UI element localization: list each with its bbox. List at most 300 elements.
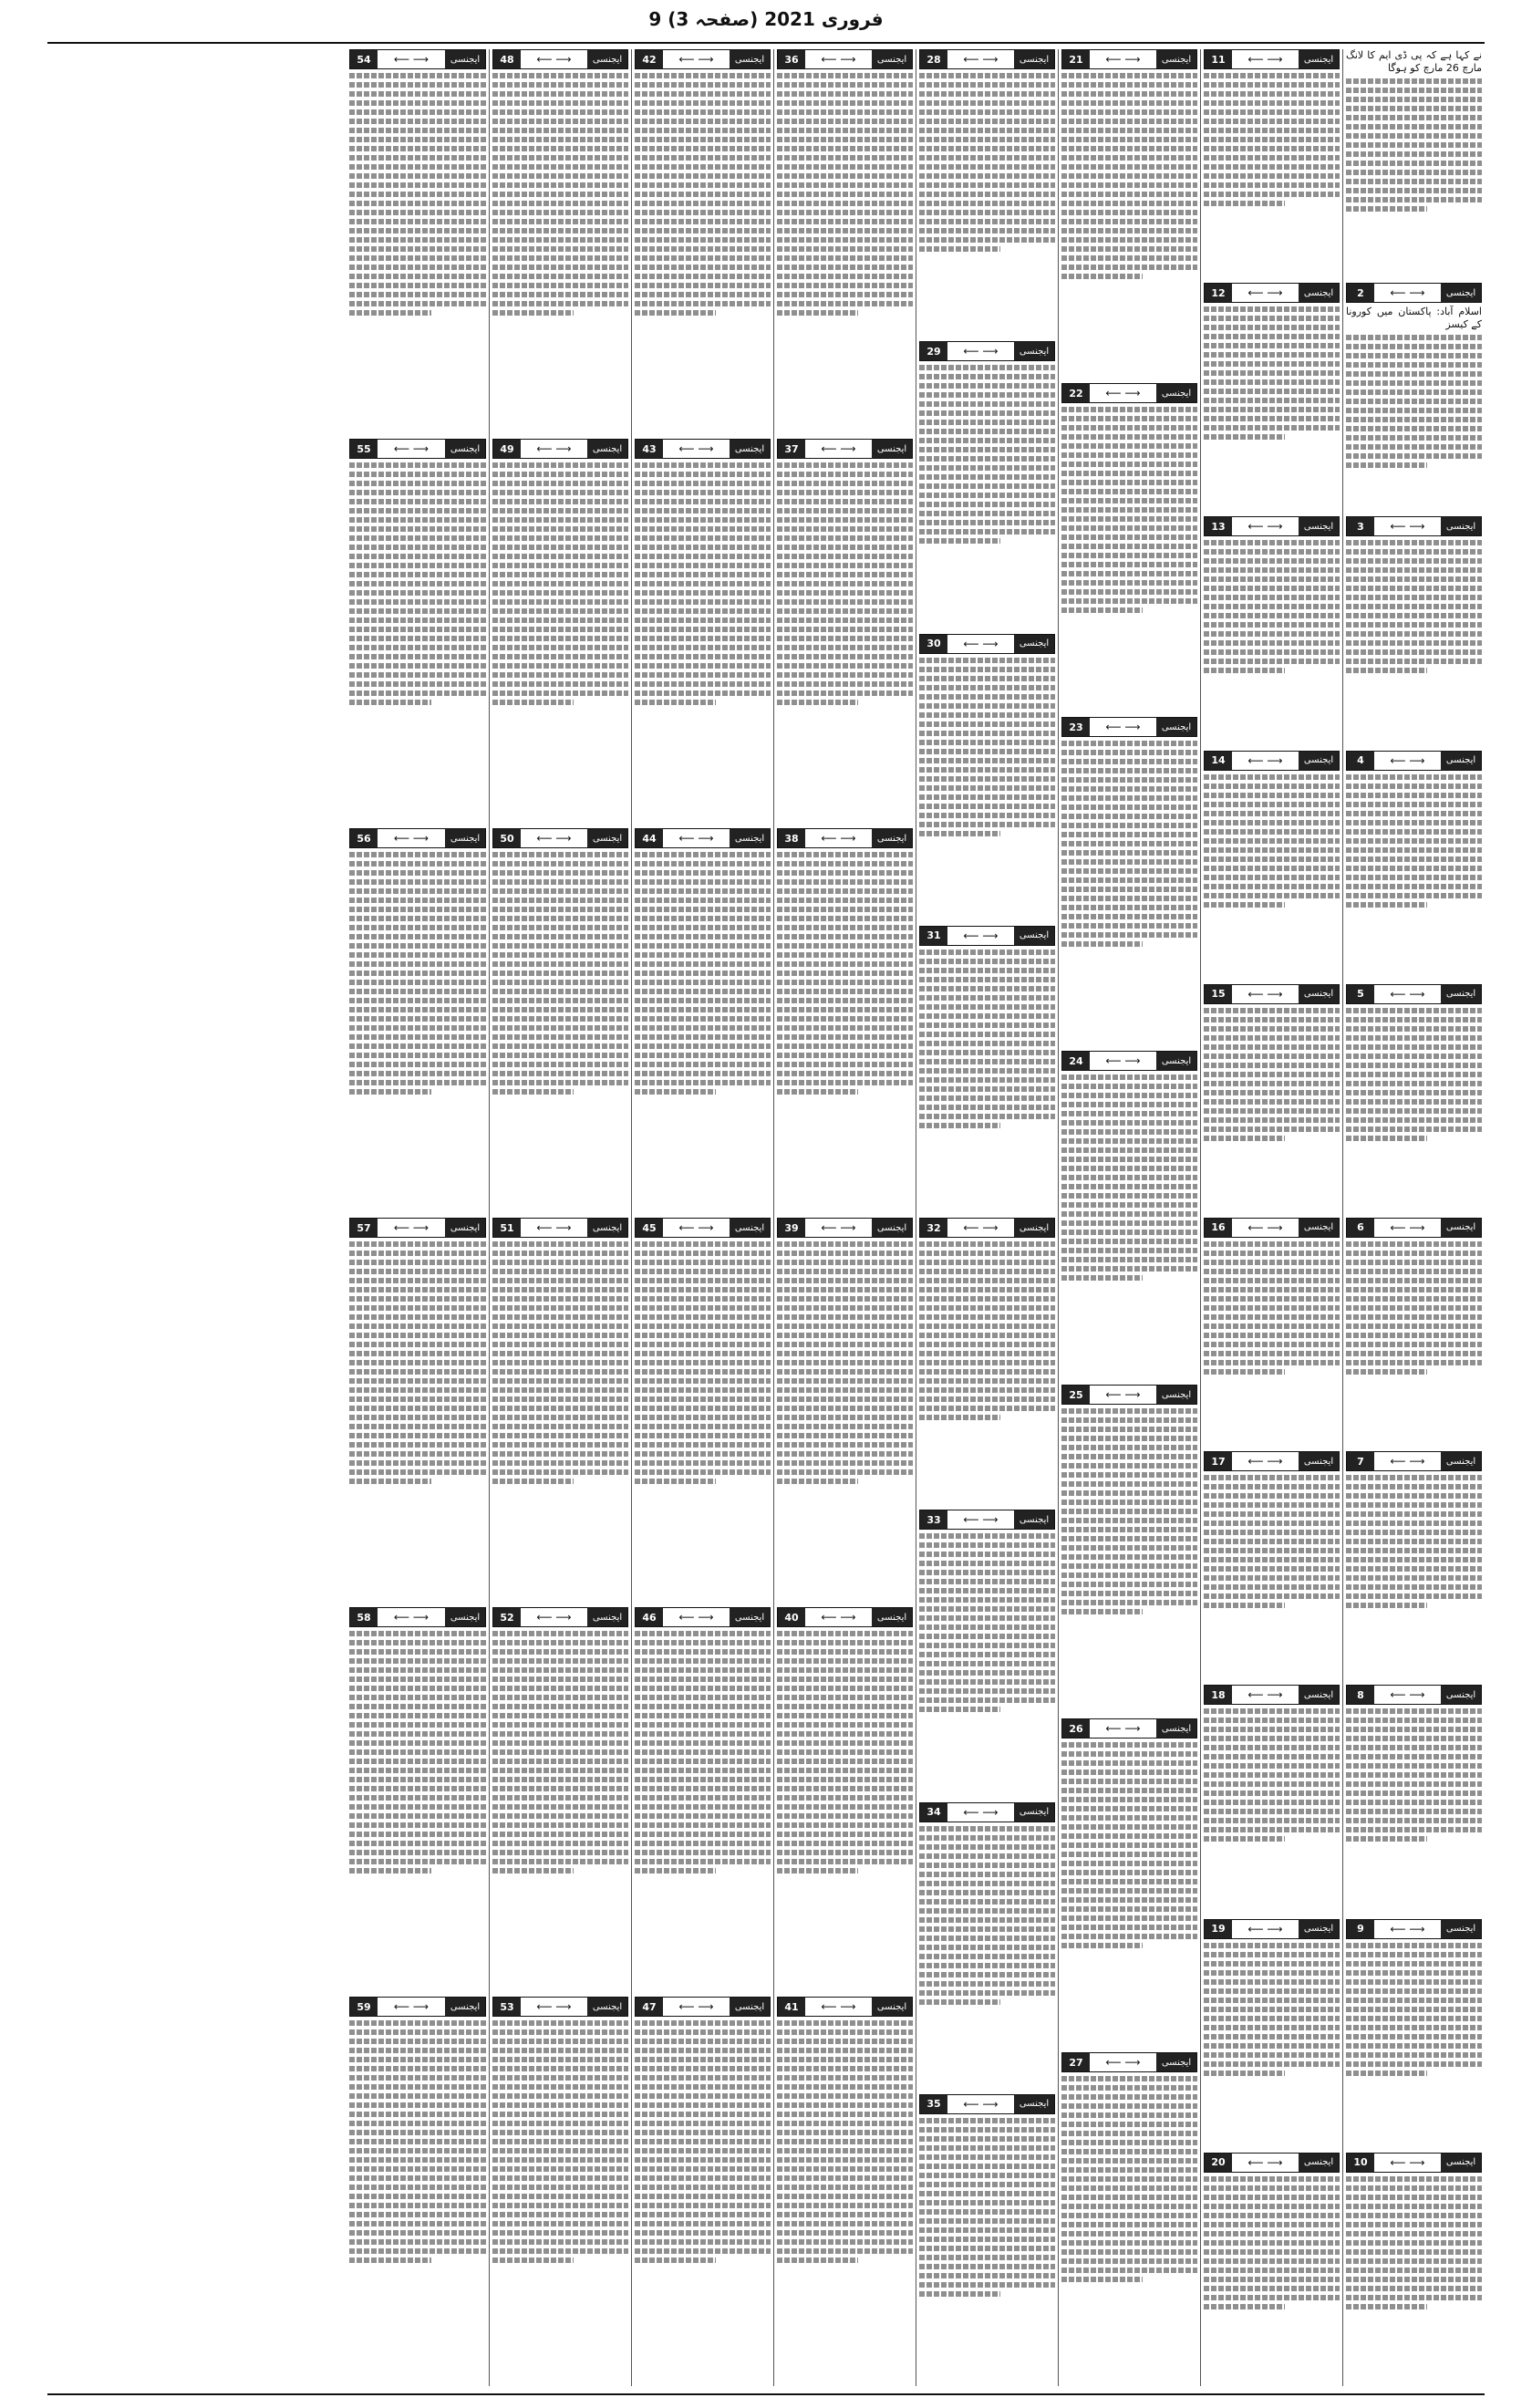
text-line (1204, 640, 1340, 646)
news-story (492, 828, 628, 1212)
text-line (492, 663, 628, 669)
text-line (1204, 902, 1285, 908)
arrow-icon: ⟵ ⟶ (393, 2000, 430, 2013)
text-line (1346, 2176, 1482, 2182)
text-line (1346, 124, 1482, 130)
text-line (919, 1314, 1055, 1320)
text-line (1346, 1333, 1482, 1338)
text-line (635, 1850, 771, 1855)
text-line (349, 1351, 486, 1356)
text-line (635, 2048, 771, 2053)
text-line (1061, 1417, 1197, 1423)
text-line (349, 164, 486, 170)
text-line (777, 100, 913, 106)
story-tag: ایجنسی (587, 440, 627, 458)
text-line (492, 1269, 628, 1274)
story-number: 4 (1347, 752, 1374, 770)
text-line (1204, 793, 1340, 798)
text-line (777, 970, 913, 976)
story-number: 3 (1347, 517, 1374, 535)
text-line (1346, 2043, 1482, 2049)
text-line (1061, 219, 1197, 224)
text-line (1061, 2249, 1197, 2255)
text-line (777, 934, 913, 939)
story-number: 59 (350, 1998, 378, 2016)
text-line (1204, 811, 1340, 816)
text-line (349, 2258, 431, 2263)
text-line (1346, 1708, 1482, 1714)
text-line (635, 1722, 771, 1728)
story-tag: ایجنسی (1441, 985, 1481, 1003)
text-line (349, 1804, 486, 1810)
text-line (1346, 856, 1482, 862)
news-story (349, 1607, 486, 1991)
text-line (492, 2248, 628, 2254)
text-line (777, 490, 913, 495)
news-story (1061, 2052, 1197, 2381)
text-line (1346, 1566, 1482, 1572)
text-line (1204, 549, 1340, 555)
text-line (349, 1786, 486, 1791)
text-line (1346, 1241, 1482, 1247)
text-line (349, 2075, 486, 2081)
text-line (1346, 829, 1482, 835)
text-line (349, 1460, 486, 1466)
text-line (919, 1542, 1055, 1548)
text-line (1061, 82, 1197, 88)
story-number: 24 (1062, 1052, 1090, 1070)
news-story (1204, 2153, 1340, 2381)
text-line (492, 2166, 628, 2172)
text-line (349, 636, 486, 641)
story-tag: ایجنسی (1014, 2095, 1054, 2113)
text-line (635, 228, 771, 234)
text-line (777, 2139, 913, 2144)
text-line (777, 1786, 913, 1791)
text-line (349, 1007, 486, 1012)
text-line (635, 1795, 771, 1801)
text-line (635, 1333, 771, 1338)
text-line (1204, 668, 1285, 673)
text-line (1346, 1323, 1482, 1329)
text-line (635, 672, 771, 678)
news-column (916, 49, 1058, 2386)
text-line (492, 2258, 574, 2263)
text-line (1061, 1211, 1197, 1217)
text-line (1204, 2258, 1340, 2264)
text-line (777, 943, 913, 949)
text-line (492, 1722, 628, 1728)
text-line (1346, 1809, 1482, 1814)
text-line (1061, 750, 1197, 755)
arrow-icon: ⟵ ⟶ (393, 53, 430, 66)
text-line (1204, 343, 1340, 348)
text-line (1204, 146, 1340, 151)
text-line (919, 1114, 1055, 1119)
text-line (1204, 1584, 1340, 1590)
text-line (635, 237, 771, 243)
text-line (492, 1433, 628, 1438)
text-line (492, 2084, 628, 2090)
text-line (1204, 1475, 1340, 1480)
text-line (1061, 210, 1197, 215)
text-line (1061, 489, 1197, 494)
text-line (777, 283, 913, 288)
story-tag: ایجنسی (1156, 1386, 1196, 1404)
text-line (1346, 866, 1482, 871)
text-line (349, 255, 486, 261)
text-line (1346, 1305, 1482, 1311)
news-story (919, 926, 1055, 1212)
text-line (492, 1314, 628, 1320)
text-line (777, 2102, 913, 2108)
text-line (919, 483, 1055, 489)
text-line (919, 2227, 1055, 2233)
text-line (492, 898, 628, 903)
text-line (635, 1305, 771, 1311)
arrow-icon: ⟵ ⟶ (1247, 53, 1283, 66)
text-line (1061, 1888, 1197, 1894)
text-line (1061, 850, 1197, 856)
news-story (1204, 1685, 1340, 1913)
text-line (635, 526, 771, 532)
text-line (1346, 1800, 1482, 1805)
text-line (349, 265, 486, 270)
text-line (1061, 896, 1197, 901)
news-story (919, 634, 1055, 920)
story-header (349, 828, 486, 848)
text-line (1204, 1809, 1340, 1814)
text-line (1061, 535, 1197, 540)
text-line (349, 1740, 486, 1746)
story-tag: ایجنسی (1441, 1452, 1481, 1470)
text-line (1204, 1952, 1340, 1957)
text-line (1346, 1511, 1482, 1517)
text-line (349, 554, 486, 559)
text-line (635, 164, 771, 170)
arrow-icon: ⟵ ⟶ (678, 53, 714, 66)
text-line (1061, 407, 1197, 412)
story-tag: ایجنسی (1441, 517, 1481, 535)
text-line (1061, 1572, 1197, 1578)
text-line (492, 907, 628, 912)
text-line (777, 1740, 913, 1746)
news-story (777, 439, 913, 823)
text-line (919, 1123, 1000, 1128)
text-line (919, 401, 1055, 407)
text-line (919, 2255, 1055, 2260)
text-line (635, 1832, 771, 1837)
text-line (777, 2020, 913, 2026)
text-line (1346, 1351, 1482, 1356)
text-line (1061, 416, 1197, 421)
text-line (492, 462, 628, 468)
text-line (919, 968, 1055, 973)
text-line (349, 952, 486, 958)
text-line (349, 526, 486, 532)
text-line (635, 1822, 771, 1828)
text-line (635, 888, 771, 894)
text-line (1204, 2304, 1285, 2309)
text-line (635, 182, 771, 188)
news-story (919, 49, 1055, 336)
text-line (919, 2291, 1000, 2297)
text-line (492, 1768, 628, 1773)
text-line (349, 128, 486, 133)
story-number: 16 (1205, 1219, 1232, 1237)
text-line (349, 2139, 486, 2144)
text-line (1204, 1539, 1340, 1544)
arrow-icon: ⟵ ⟶ (1247, 987, 1283, 1001)
arrow-icon: ⟵ ⟶ (1105, 53, 1141, 66)
text-line (635, 472, 771, 477)
news-story (635, 49, 771, 433)
text-line (349, 1415, 486, 1420)
text-line (777, 1342, 913, 1347)
text-line (492, 1731, 628, 1737)
text-line (1061, 1157, 1197, 1162)
text-line (777, 563, 913, 568)
news-story (777, 1997, 913, 2381)
text-line (1346, 1763, 1482, 1769)
text-line (1346, 2295, 1482, 2300)
story-tag: ایجنسی (1014, 342, 1054, 360)
text-line (777, 1305, 913, 1311)
text-line (349, 283, 486, 288)
text-line (777, 201, 913, 206)
text-line (635, 462, 771, 468)
text-line (1061, 1852, 1197, 1857)
text-line (777, 499, 913, 504)
arrow-icon: ⟵ ⟶ (678, 2000, 714, 2013)
text-line (349, 1424, 486, 1429)
text-line (919, 1826, 1055, 1832)
story-number: 48 (493, 50, 521, 68)
text-line (919, 1387, 1055, 1393)
text-line (349, 1080, 486, 1085)
text-line (919, 1688, 1055, 1694)
text-line (777, 1360, 913, 1365)
news-story (492, 1997, 628, 2381)
text-line (1346, 2071, 1427, 2076)
story-header (635, 49, 771, 69)
text-line (1346, 2052, 1482, 2058)
text-line (1204, 1548, 1340, 1553)
text-line (1204, 802, 1340, 807)
text-line (1346, 1603, 1427, 1608)
text-line (349, 2130, 486, 2135)
text-line (1346, 1521, 1482, 1526)
arrow-icon: ⟵ ⟶ (1390, 987, 1425, 1001)
text-line (777, 508, 913, 514)
arrow-icon: ⟵ ⟶ (1390, 2155, 1425, 2169)
arrow-icon: ⟵ ⟶ (1247, 520, 1283, 534)
text-line (635, 1731, 771, 1737)
story-header (349, 1607, 486, 1627)
text-line (635, 1777, 771, 1782)
text-line (1061, 228, 1197, 234)
text-line (635, 1804, 771, 1810)
text-line (492, 173, 628, 179)
news-story (1061, 1718, 1197, 2047)
text-line (635, 2093, 771, 2099)
arrow-icon: ⟵ ⟶ (1247, 1688, 1283, 1702)
text-line (777, 292, 913, 297)
text-line (1204, 2286, 1340, 2291)
news-story (1346, 516, 1482, 744)
story-header (492, 439, 628, 459)
text-line (1346, 1126, 1482, 1132)
arrow-icon: ⟵ ⟶ (963, 2097, 999, 2111)
text-line (635, 2075, 771, 2081)
text-line (349, 1469, 486, 1475)
text-line (1061, 2231, 1197, 2237)
text-line (1346, 2304, 1427, 2309)
arrow-icon: ⟵ ⟶ (1105, 387, 1141, 400)
text-line (349, 2048, 486, 2053)
text-line (1204, 1063, 1340, 1068)
text-line (635, 879, 771, 885)
text-line (777, 2258, 858, 2263)
text-line (1061, 1815, 1197, 1821)
text-line (1346, 2258, 1482, 2264)
text-line (635, 1433, 771, 1438)
text-line (1204, 389, 1340, 394)
text-line (777, 228, 913, 234)
text-line (492, 1260, 628, 1265)
text-line (635, 173, 771, 179)
text-line (492, 1460, 628, 1466)
arrow-icon: ⟵ ⟶ (678, 1221, 714, 1234)
text-line (349, 310, 431, 316)
story-tag: ایجنسی (1441, 752, 1481, 770)
text-line (635, 1007, 771, 1012)
text-line (1061, 1545, 1197, 1551)
text-line (919, 950, 1055, 955)
text-line (492, 210, 628, 215)
text-line (1346, 362, 1482, 368)
text-line (777, 1868, 858, 1873)
text-line (1204, 1493, 1340, 1499)
text-line (1061, 804, 1197, 810)
arrow-icon: ⟵ ⟶ (821, 832, 856, 845)
story-body: نے کہا ہے کہ پی ڈی ایم کا لانگ مارچ 26 مارچ کو ہوگا (1346, 49, 1482, 74)
text-line (492, 1631, 628, 1636)
text-line (349, 292, 486, 297)
text-line (492, 201, 628, 206)
story-tag: ایجنسی (872, 1998, 912, 2016)
text-line (919, 776, 1055, 782)
text-line (635, 1695, 771, 1700)
text-line (635, 690, 771, 696)
story-header (349, 49, 486, 69)
arrow-icon: ⟵ ⟶ (536, 1221, 572, 1234)
text-line (1061, 941, 1143, 947)
text-line (349, 1695, 486, 1700)
text-line (919, 785, 1055, 791)
text-line (919, 219, 1055, 224)
story-tag: ایجنسی (445, 440, 485, 458)
text-line (349, 645, 486, 650)
news-column (489, 49, 631, 2386)
text-line (1061, 2158, 1197, 2164)
text-line (1346, 1502, 1482, 1508)
text-line (492, 2039, 628, 2044)
text-line (919, 538, 1000, 544)
text-line (349, 1822, 486, 1828)
news-story (1346, 984, 1482, 1212)
story-tag: ایجنسی (1441, 1920, 1481, 1938)
text-line (349, 1859, 486, 1864)
text-line (492, 2203, 628, 2208)
text-line (1061, 128, 1197, 133)
text-line (349, 2102, 486, 2108)
text-line (1204, 2268, 1340, 2273)
text-line (635, 2157, 771, 2163)
text-line (919, 1652, 1055, 1657)
text-line (1346, 1054, 1482, 1059)
text-line (349, 1640, 486, 1645)
text-line (349, 1387, 486, 1393)
text-line (919, 2246, 1055, 2251)
text-line (1204, 173, 1340, 179)
text-line (349, 1025, 486, 1031)
text-line (1061, 1833, 1197, 1839)
text-line (635, 2084, 771, 2090)
text-line (777, 627, 913, 632)
text-line (919, 694, 1055, 700)
text-line (492, 2157, 628, 2163)
text-line (919, 1597, 1055, 1603)
text-line (1061, 1074, 1197, 1080)
text-line (1346, 604, 1482, 609)
text-line (1061, 1111, 1197, 1116)
text-line (492, 237, 628, 243)
text-line (492, 1841, 628, 1846)
text-line (635, 563, 771, 568)
text-line (1204, 306, 1340, 312)
arrow-icon: ⟵ ⟶ (963, 53, 999, 66)
text-line (919, 201, 1055, 206)
text-line (635, 192, 771, 197)
text-line (492, 246, 628, 252)
story-header (919, 341, 1055, 361)
text-line (635, 137, 771, 142)
text-line (1061, 2149, 1197, 2154)
text-line (1204, 1090, 1340, 1095)
text-line (919, 1369, 1055, 1375)
text-line (919, 1278, 1055, 1283)
story-header (635, 439, 771, 459)
story-header (777, 828, 913, 848)
story-tag: ایجنسی (1014, 1219, 1054, 1237)
text-line (1204, 1035, 1340, 1041)
text-line (1061, 562, 1197, 567)
text-line (777, 535, 913, 541)
text-line (635, 210, 771, 215)
text-line (492, 916, 628, 921)
text-line (635, 1241, 771, 1247)
text-line (349, 590, 486, 596)
story-header (635, 1607, 771, 1627)
text-line (635, 1287, 771, 1292)
text-line (492, 581, 628, 586)
text-line (635, 1260, 771, 1265)
text-line (635, 1813, 771, 1819)
text-line (1061, 73, 1197, 78)
arrow-icon: ⟵ ⟶ (1105, 721, 1141, 733)
text-line (1061, 1925, 1197, 1930)
